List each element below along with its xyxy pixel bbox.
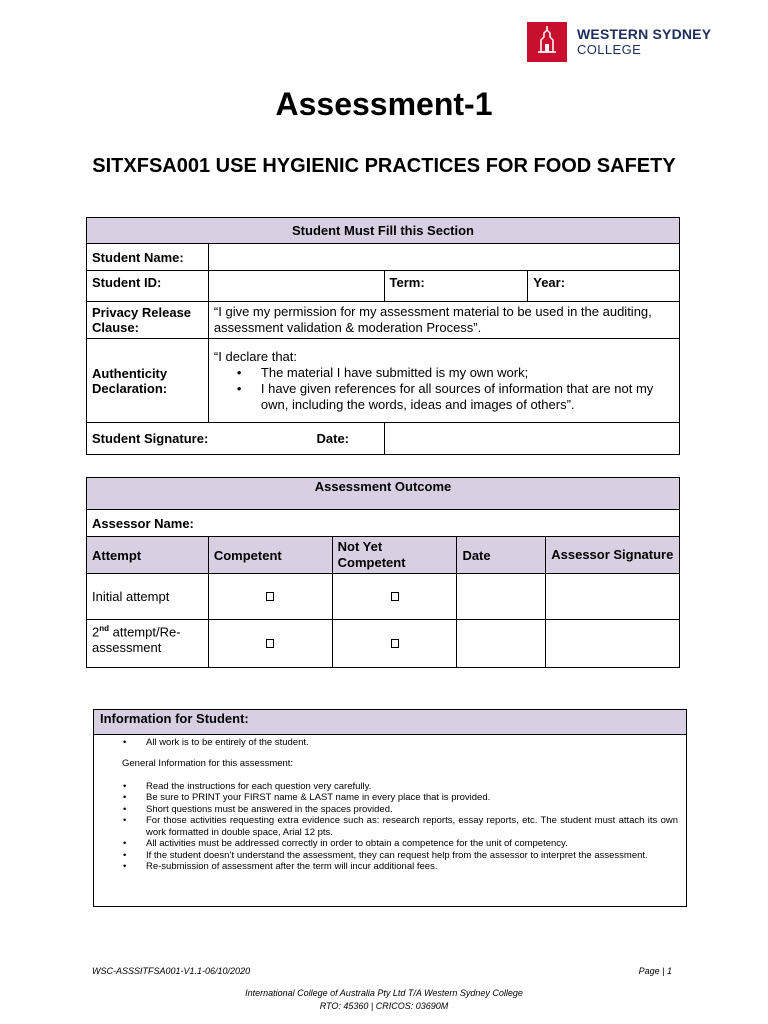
student-section-table — [86, 217, 680, 455]
assessor-name-label: Assessor Name: — [92, 515, 194, 531]
info-point: • Be sure to PRINT your FIRST name & LAST name in every place that is provided. — [102, 792, 678, 804]
row-initial-attempt-label: Initial attempt — [87, 574, 209, 620]
assessment-outcome-table — [86, 477, 680, 668]
general-info-heading: General Information for this assessment: — [122, 757, 294, 769]
not-yet-competent-checkbox[interactable] — [391, 639, 399, 648]
privacy-clause-label: Privacy Release Clause: — [87, 302, 209, 339]
year-field[interactable] — [528, 271, 680, 302]
col-date: Date — [457, 537, 546, 574]
college-logo — [527, 20, 717, 64]
info-point: • If the student doesn’t understand the assessment, they can request help from the assessor to interpret the assessment. — [102, 850, 678, 862]
competent-checkbox[interactable] — [266, 592, 274, 601]
authenticity-declaration — [208, 339, 679, 423]
info-point: • Short questions must be answered in the spaces provided. — [102, 804, 678, 816]
student-name-field[interactable] — [208, 244, 679, 271]
not-yet-competent-checkbox[interactable] — [391, 592, 399, 601]
assessor-signature-cell[interactable] — [546, 620, 680, 668]
privacy-clause-text: “I give my permission for my assessment material to be used in the auditing, assessment validation & moderation Process”. — [208, 302, 679, 339]
authenticity-point: • The material I have submitted is my own work; — [214, 365, 674, 381]
row-second-attempt-label — [87, 620, 209, 668]
attempt-number: 2 — [92, 624, 100, 640]
logo-text-line1: WESTERN SYDNEY — [577, 26, 712, 42]
competent-checkbox[interactable] — [266, 639, 274, 648]
info-point: • All activities must be addressed correctly in order to obtain a competence for the unit of competency. — [102, 838, 678, 850]
attempt-ordinal: nd — [99, 624, 110, 633]
college-crest-icon — [527, 22, 567, 62]
student-id-label: Student ID: — [87, 271, 209, 302]
student-signature-label: Student Signature: — [92, 431, 209, 446]
col-assessor-signature: Assessor Signature — [546, 537, 680, 574]
assessor-signature-cell[interactable] — [546, 574, 680, 620]
page-number: Page | 1 — [638, 966, 672, 976]
footer-line-2: RTO: 45360 | CRICOS: 03690M — [319, 1001, 449, 1011]
date-cell[interactable] — [457, 574, 546, 620]
date-cell[interactable] — [457, 620, 546, 668]
date-label: Date: — [316, 431, 350, 446]
authenticity-point: • I have given references for all sources of information that are not my own, including the words, ideas and images of others”. — [214, 381, 674, 413]
assessor-name-field[interactable] — [87, 510, 680, 537]
unit-title: SITXFSA001 USE HYGIENIC PRACTICES FOR FOOD SAFETY — [92, 155, 676, 177]
page-title: Assessment-1 — [275, 86, 493, 122]
student-id-field[interactable] — [208, 271, 384, 302]
authenticity-intro: “I declare that: — [213, 348, 298, 364]
attempt-text: attempt/Re-assessment — [92, 624, 181, 656]
authenticity-label: Authenticity Declaration: — [87, 339, 209, 423]
footer-line-1: International College of Australia Pty Ltd T/A Western Sydney College — [245, 988, 523, 998]
date-field[interactable] — [316, 423, 680, 455]
term-label: Term: — [389, 275, 425, 290]
outcome-header: Assessment Outcome — [87, 478, 680, 510]
student-section-header: Student Must Fill this Section — [87, 218, 680, 244]
logo-text-line2: COLLEGE — [577, 42, 642, 57]
info-point: • For those activities requesting extra evidence such as: research reports, essay reports, etc. The student must attach its own work formatted in double space, Arial 12 pts. — [102, 815, 678, 838]
student-name-label: Student Name: — [87, 244, 209, 271]
student-information-box — [93, 709, 687, 907]
term-field[interactable] — [384, 271, 528, 302]
information-header: Information for Student: — [94, 710, 686, 735]
col-competent: Competent — [208, 537, 332, 574]
year-label: Year: — [533, 275, 566, 290]
col-not-yet-competent: Not Yet Competent — [332, 537, 457, 574]
footer-organisation — [0, 987, 768, 1013]
document-code: WSC-ASSSITFSA001-V1.1-06/10/2020 — [92, 966, 251, 976]
info-point: • Re-submission of assessment after the term will incur additional fees. — [102, 861, 678, 873]
info-point: • Read the instructions for each question very carefully. — [102, 781, 678, 793]
col-attempt: Attempt — [87, 537, 209, 574]
info-point: • All work is to be entirely of the student. — [102, 737, 678, 749]
